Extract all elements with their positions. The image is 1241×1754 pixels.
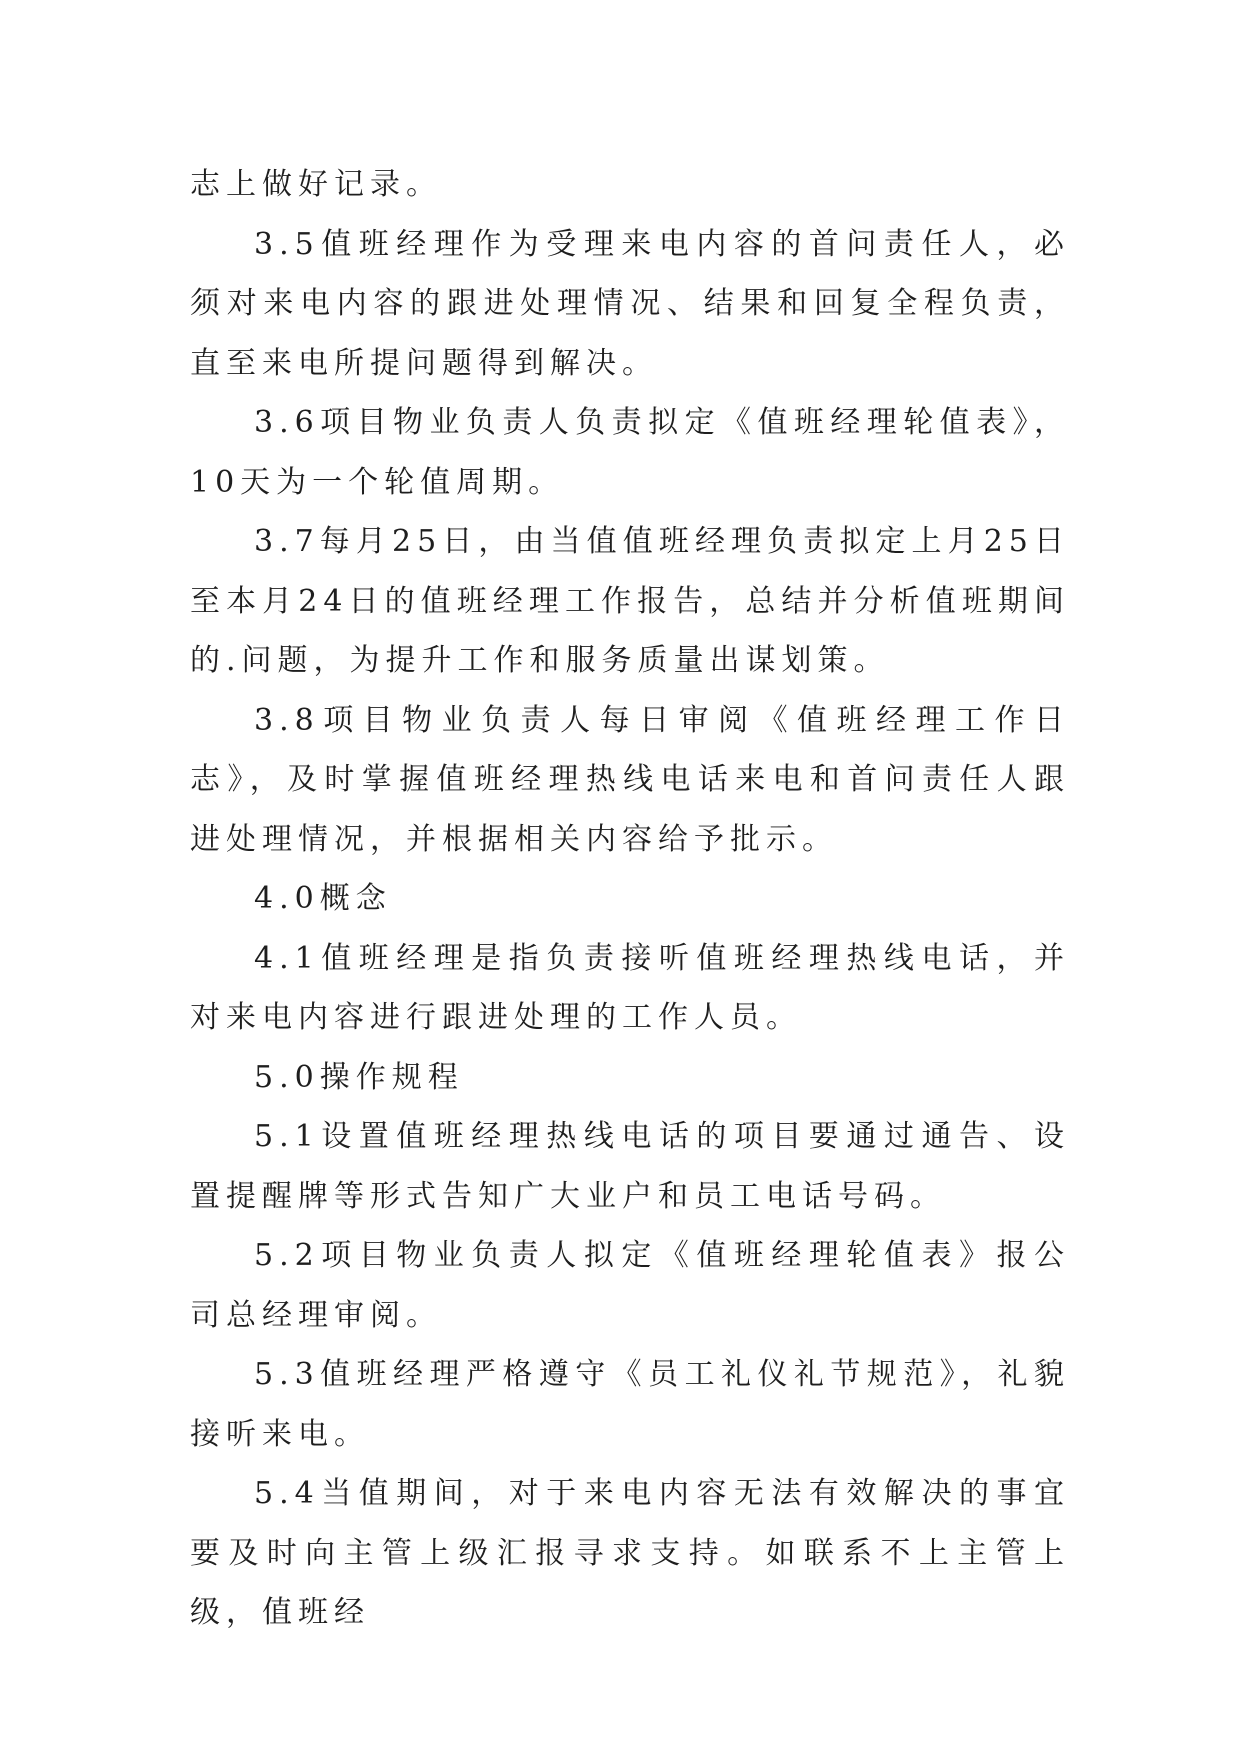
paragraph: 志上做好记录。 xyxy=(190,167,442,202)
paragraph: 3.6项目物业负责人负责拟定《值班经理轮值表》，10天为一个轮值周期。 xyxy=(190,405,1070,500)
paragraph: 5.1设置值班经理热线电话的项目要通过通告、设置提醒牌等形式告知广大业户和员工电话号码。 xyxy=(190,1119,1070,1214)
paragraph: 3.5值班经理作为受理来电内容的首问责任人，必须对来电内容的跟进处理情况、结果和回复全程负责，直至来电所提问题得到解决。 xyxy=(190,226,1070,381)
document-body xyxy=(190,155,1070,1643)
paragraph: 3.7每月25日，由当值值班经理负责拟定上月25日至本月24日的值班经理工作报告，总结并分析值班期间的.问题，为提升工作和服务质量出谋划策。 xyxy=(190,524,1070,678)
paragraph: 5.3值班经理严格遵守《员工礼仪礼节规范》，礼貌接听来电。 xyxy=(190,1357,1070,1452)
paragraph: 5.4当值期间，对于来电内容无法有效解决的事宜要及时向主管上级汇报寻求支持。如联系不上主管上级，值班经 xyxy=(190,1476,1070,1630)
section-heading: 5.0操作规程 xyxy=(254,1059,464,1095)
paragraph: 4.1值班经理是指负责接听值班经理热线电话，并对来电内容进行跟进处理的工作人员。 xyxy=(190,940,1070,1035)
paragraph: 5.2项目物业负责人拟定《值班经理轮值表》报公司总经理审阅。 xyxy=(190,1238,1070,1333)
paragraph: 3.8项目物业负责人每日审阅《值班经理工作日志》，及时掌握值班经理热线电话来电和首问责任人跟进处理情况，并根据相关内容给予批示。 xyxy=(190,702,1070,857)
section-heading: 4.0概念 xyxy=(254,881,392,916)
